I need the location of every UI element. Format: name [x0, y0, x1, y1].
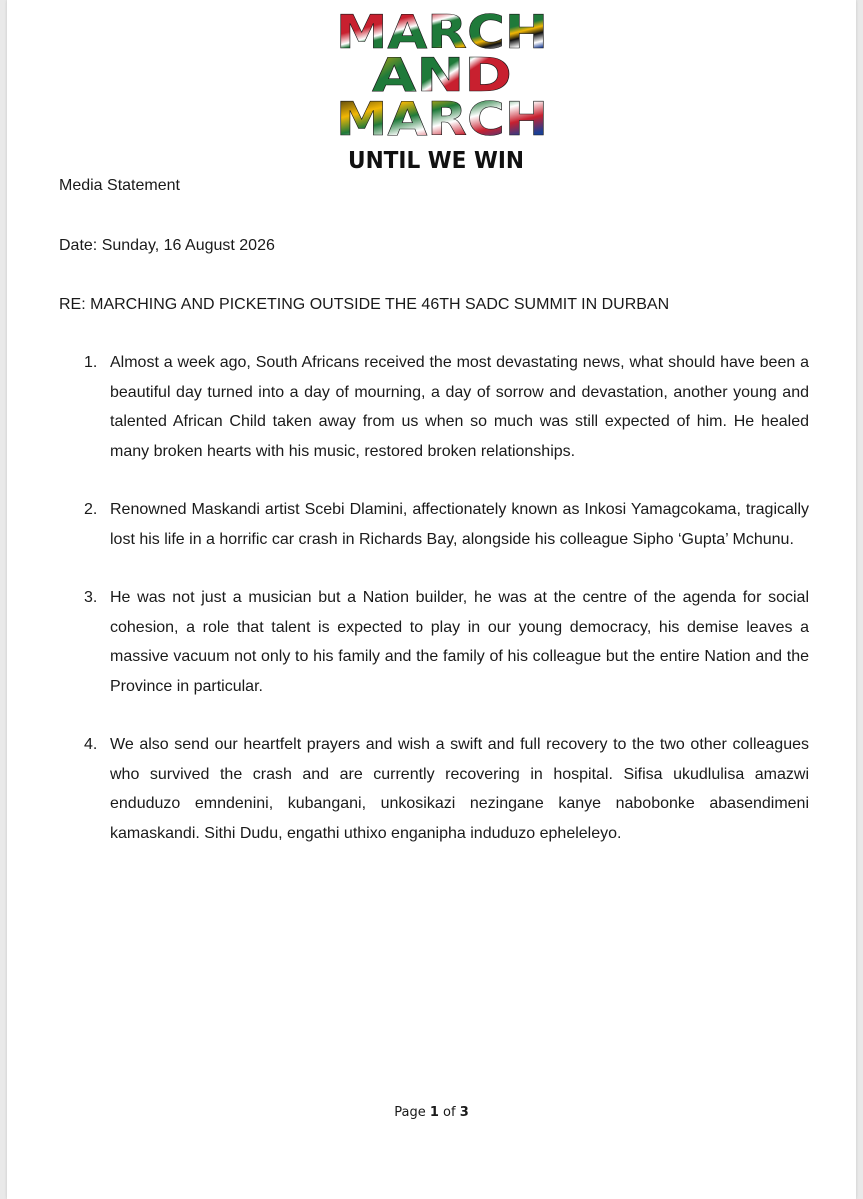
page-total: 3 [459, 1105, 469, 1120]
logo-tagline: UNTIL WE WIN [348, 148, 524, 174]
item-number: 4. [84, 736, 98, 753]
list-item [59, 730, 809, 848]
document-page [7, 0, 856, 1199]
item-number: 1. [84, 354, 98, 371]
item-number: 3. [84, 589, 98, 606]
page-label: Page [394, 1105, 426, 1120]
list-item [59, 348, 809, 466]
statement-date: Date: Sunday, 16 August 2026 [59, 237, 275, 254]
logo-line1: MARCH [336, 5, 548, 59]
page-current: 1 [429, 1105, 439, 1120]
page-of: of [443, 1105, 456, 1120]
statement-items [59, 348, 809, 877]
item-text: Almost a week ago, South Africans received the most devastating news, what should have been a beautiful day turned into a day of mourning, a day of sorrow and devastation, another young and talented African Child taken away from us when so much was still expected of him. He healed many broken hearts with his music, restored broken relationships. [110, 354, 809, 460]
march-and-march-logo [327, 2, 557, 178]
logo-line2: AND [372, 48, 512, 102]
list-item [59, 495, 809, 554]
item-number: 2. [84, 501, 98, 518]
page-footer [7, 1105, 856, 1120]
logo-line3: MARCH [336, 92, 548, 146]
item-text: He was not just a musician but a Nation builder, he was at the centre of the agenda for social cohesion, a role that talent is expected to play in our young democracy, his demise leaves a massive vacuum not only to his family and the family of his colleague but the entire Nation and the Province in particular. [110, 589, 809, 695]
statement-subject: RE: MARCHING AND PICKETING OUTSIDE THE 46TH SADC SUMMIT IN DURBAN [59, 296, 670, 313]
item-text: Renowned Maskandi artist Scebi Dlamini, affectionately known as Inkosi Yamagcokama, tragically lost his life in a horrific car crash in Richards Bay, alongside his colleague Sipho ‘Gupta’ Mchunu. [110, 501, 809, 548]
item-text: We also send our heartfelt prayers and wish a swift and full recovery to the two other colleagues who survived the crash and are currently recovering in hospital. Sifisa ukudlulisa amazwi enduduzo emndenini, kubangani, unkosikazi nezingane kanye nabobonke abasendimeni kamaskandi. Sithi Dudu, engathi uthixo enganipha induduzo epheleleyo. [110, 736, 809, 842]
statement-type: Media Statement [59, 177, 180, 194]
list-item [59, 583, 809, 701]
